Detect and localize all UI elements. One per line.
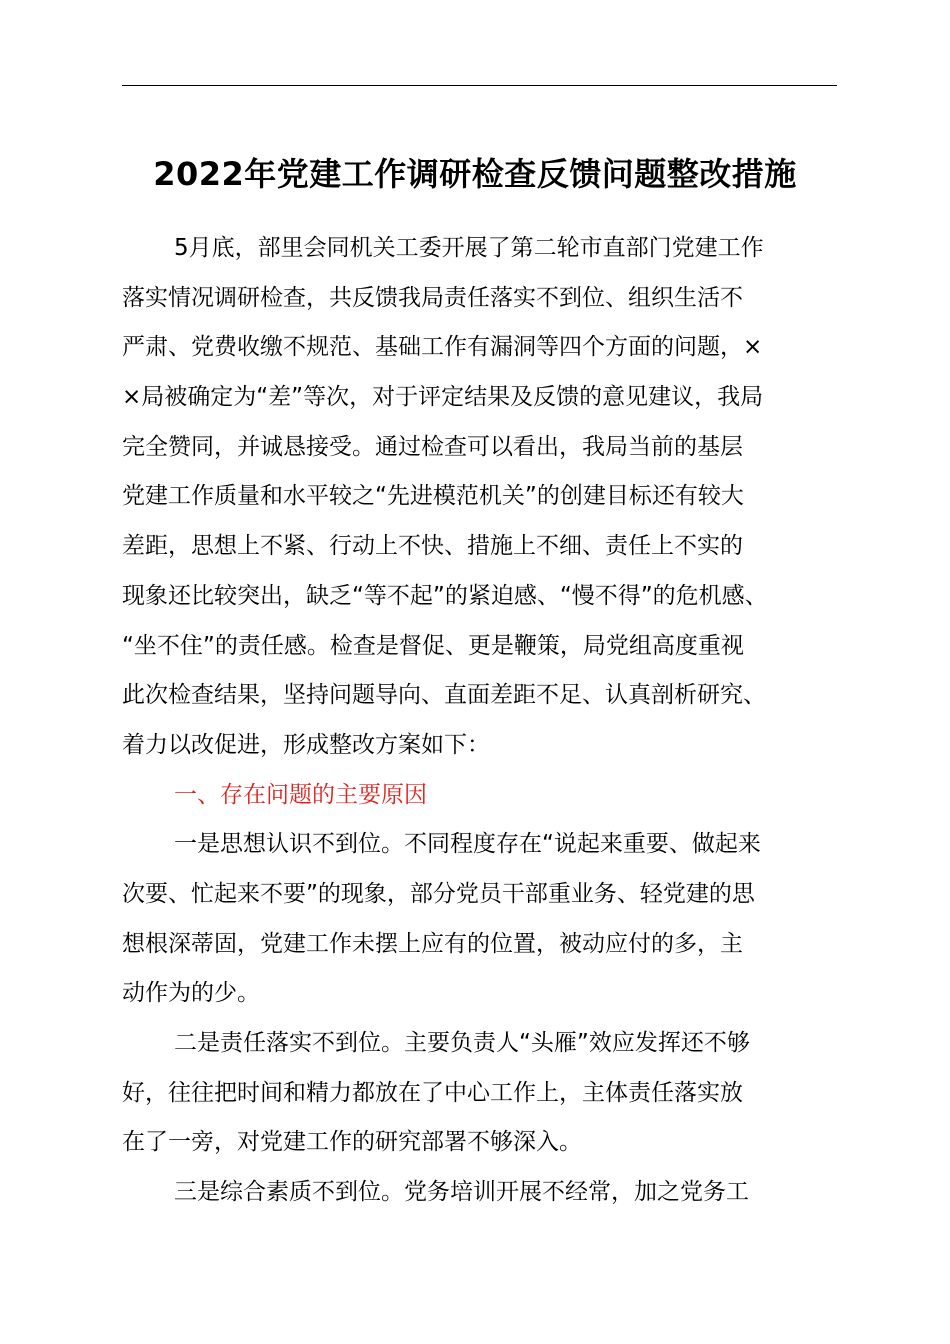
text-line: 在了一旁，对党建工作的研究部署不够深入。 [122, 1129, 582, 1156]
paragraph-reason-1 [122, 820, 842, 1019]
document-title: 2022年党建工作调研检查反馈问题整改措施 [153, 155, 797, 193]
document-body [122, 224, 842, 1218]
text-line: 现象还比较突出，缺乏“等不起”的紧迫感、“慢不得”的危机感、 [122, 582, 768, 609]
text-line: “坐不住”的责任感。检查是督促、更是鞭策，局党组高度重视 [122, 632, 744, 659]
text-line: 动作为的少。 [122, 980, 260, 1007]
paragraph-intro [122, 224, 842, 771]
paragraph-reason-2 [122, 1019, 842, 1168]
text-line: 严肃、党费收缴不规范、基础工作有漏洞等四个方面的问题，× [122, 334, 763, 361]
section-heading-text: 一、存在问题的主要原因 [174, 781, 427, 808]
section-heading [122, 771, 842, 821]
text-line: 好，往往把时间和精力都放在了中心工作上，主体责任落实放 [122, 1079, 743, 1106]
text-line: 三是综合素质不到位。党务培训开展不经常，加之党务工 [174, 1179, 749, 1206]
paragraph-reason-3 [122, 1168, 842, 1218]
text-line: ×局被确定为“差”等次，对于评定结果及反馈的意见建议，我局 [122, 384, 764, 411]
text-line: 想根深蒂固，党建工作未摆上应有的位置，被动应付的多，主 [122, 930, 743, 957]
header-rule [122, 85, 837, 86]
text-line: 此次检查结果，坚持问题导向、直面差距不足、认真剖析研究、 [122, 682, 766, 709]
text-line: 党建工作质量和水平较之“先进模范机关”的创建目标还有较大 [122, 483, 744, 510]
text-line: 5月底，部里会同机关工委开展了第二轮市直部门党建工作 [174, 235, 764, 261]
text-line: 差距，思想上不紧、行动上不快、措施上不细、责任上不实的 [122, 533, 743, 560]
text-line: 次要、忙起来不要”的现象，部分党员干部重业务、轻党建的思 [122, 880, 755, 907]
text-line: 着力以改促进，形成整改方案如下： [122, 731, 490, 758]
text-line: 二是责任落实不到位。主要负责人“头雁”效应发挥还不够 [174, 1030, 750, 1056]
text-line: 完全赞同，并诚恳接受。通过检查可以看出，我局当前的基层 [122, 433, 743, 460]
text-line: 落实情况调研检查，共反馈我局责任落实不到位、组织生活不 [122, 284, 743, 311]
text-line: 一是思想认识不到位。不同程度存在“说起来重要、做起来 [174, 831, 761, 858]
